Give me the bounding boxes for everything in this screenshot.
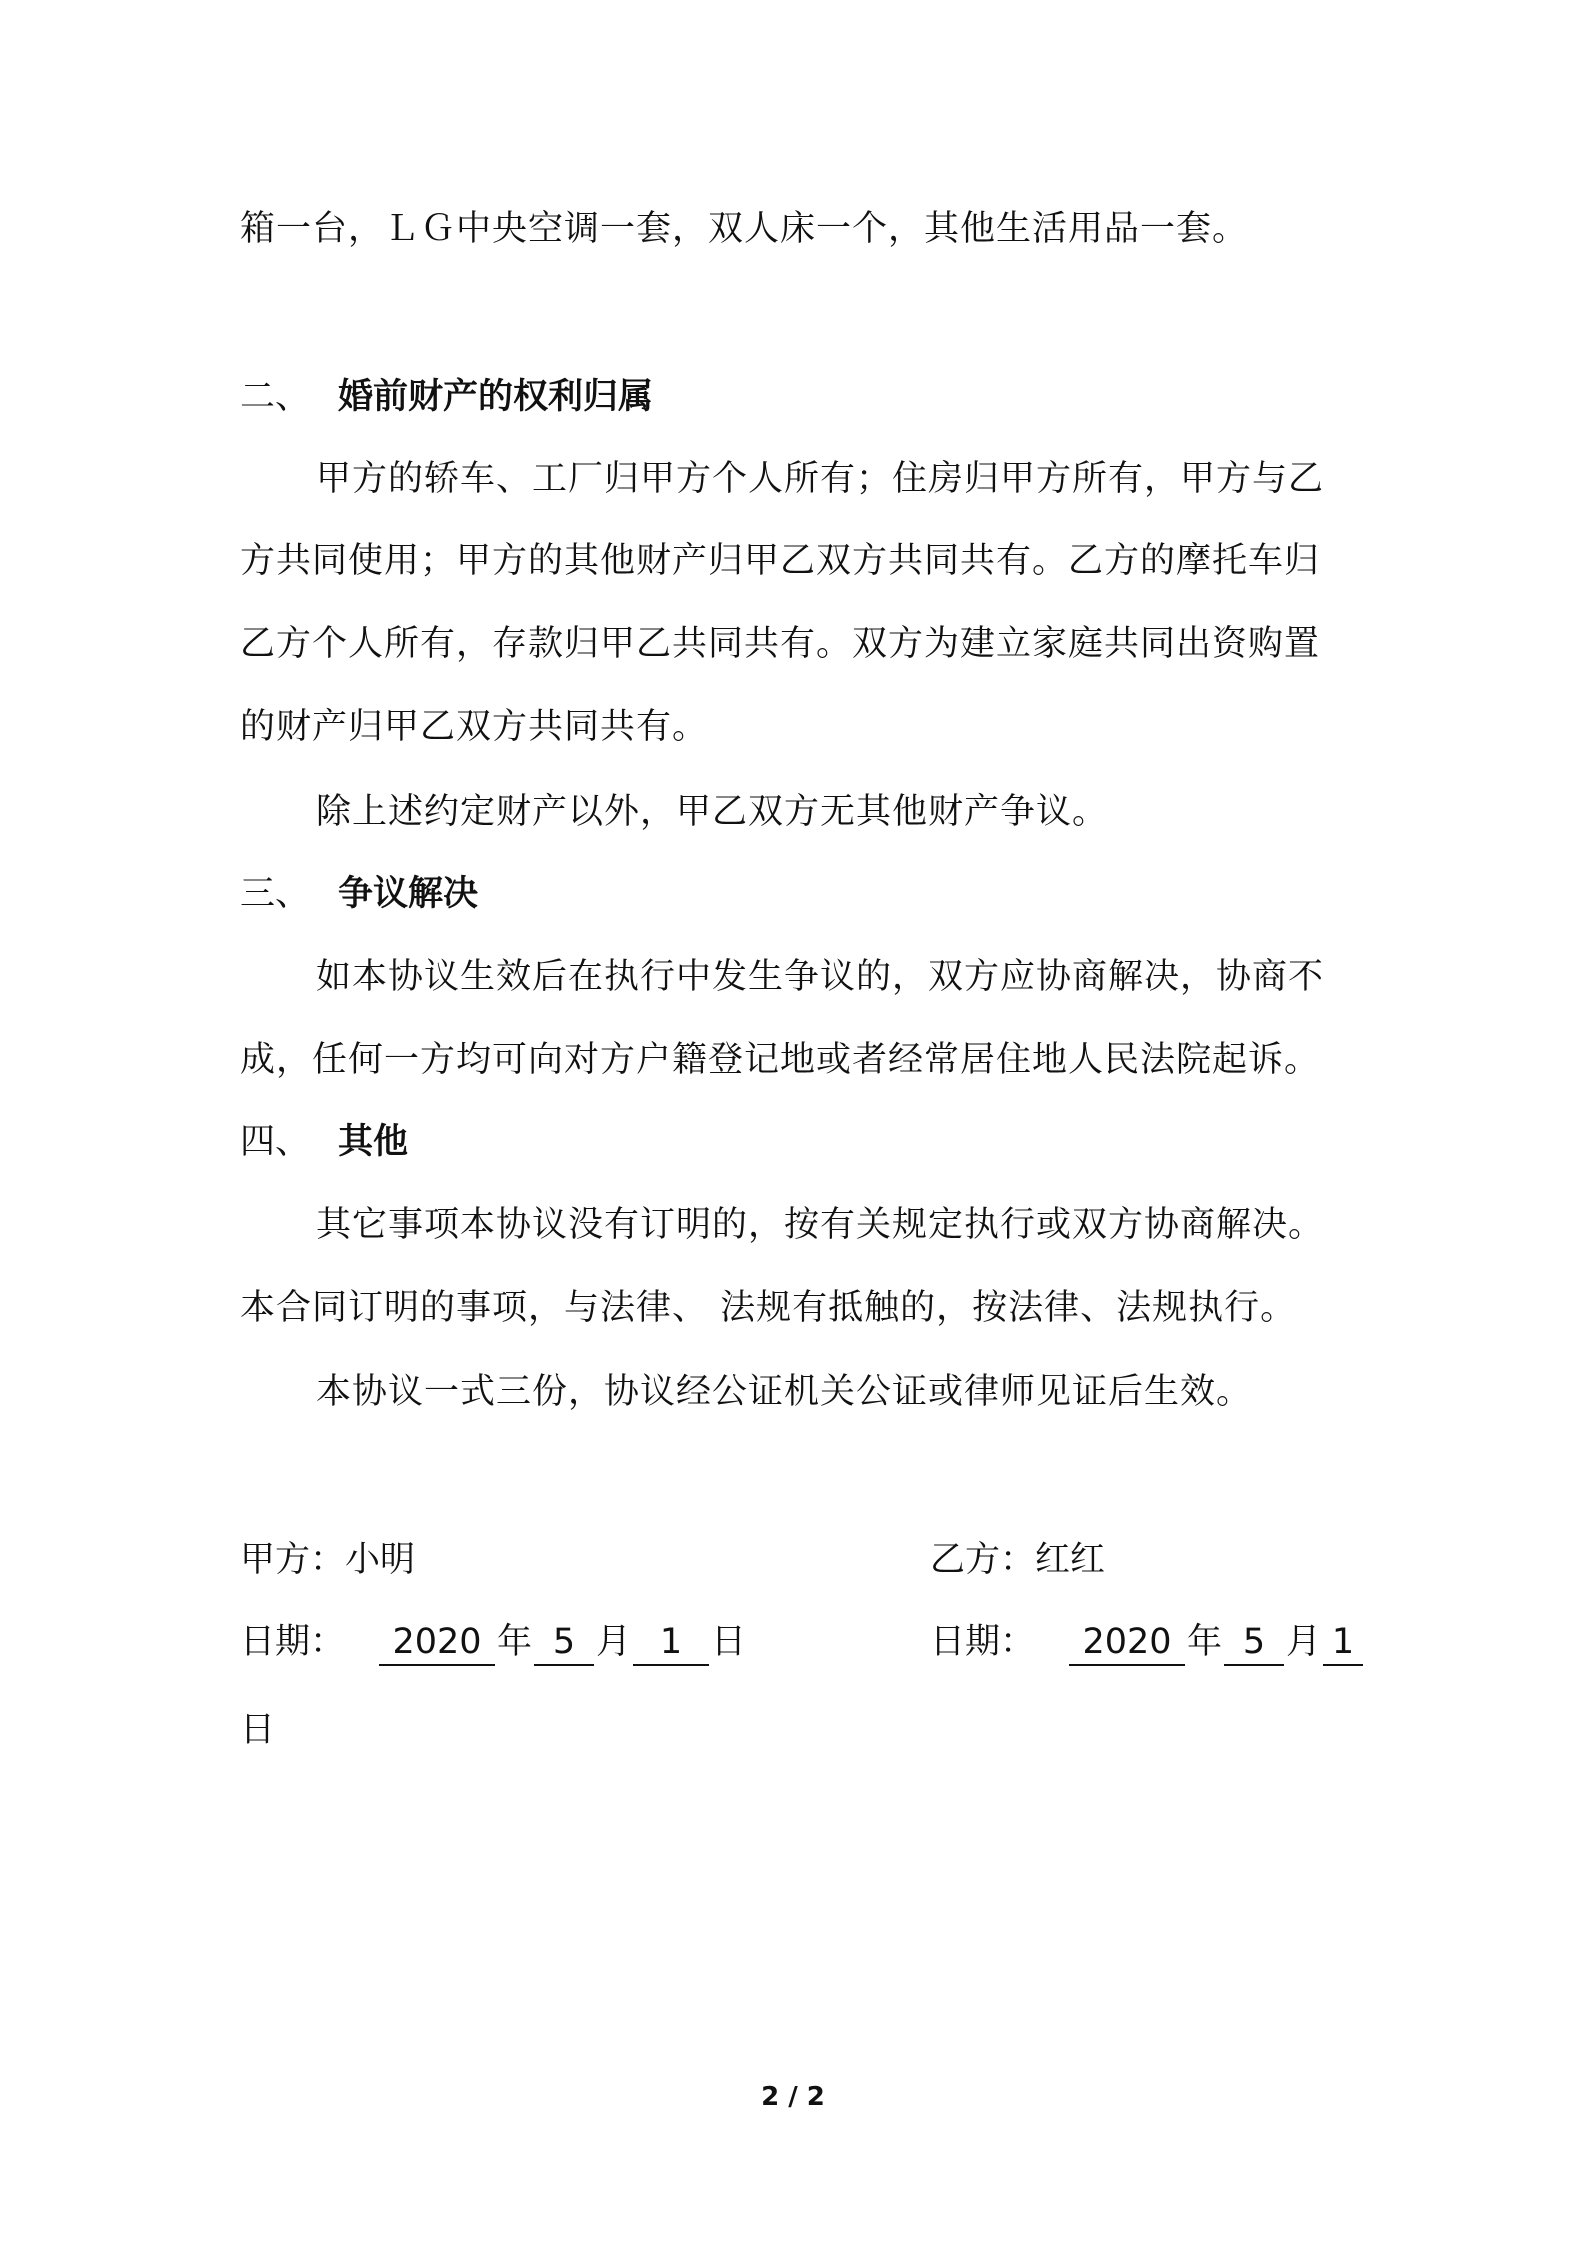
paragraph-line: 方共同使用；甲方的其他财产归甲乙双方共同共有。乙方的摩托车归 (240, 541, 1321, 581)
party-a-signature (240, 1536, 415, 1584)
date-year-field: 2020 (1069, 1618, 1185, 1666)
year-unit: 年 (497, 1622, 533, 1662)
paragraph-line: 其它事项本协议没有订明的，按有关规定执行或双方协商解决。 (316, 1205, 1325, 1245)
year-unit: 年 (1187, 1622, 1223, 1662)
month-unit: 月 (1286, 1622, 1322, 1662)
date-year-field: 2020 (379, 1618, 495, 1666)
paragraph-line: 乙方个人所有，存款归甲乙共同共有。双方为建立家庭共同出资购置 (240, 624, 1321, 664)
paragraph-line: 甲方的轿车、工厂归甲方个人所有；住房归甲方所有，甲方与乙 (316, 459, 1325, 499)
section-number: 四、 (240, 1122, 311, 1162)
party-a-label: 甲方： (240, 1540, 346, 1580)
paragraph-line: 除上述约定财产以外，甲乙双方无其他财产争议。 (316, 792, 1109, 832)
party-b-name: 红红 (1035, 1540, 1106, 1580)
party-a-name: 小明 (345, 1540, 416, 1580)
paragraph-line: 本合同订明的事项，与法律、 法规有抵触的，按法律、法规执行。 (240, 1288, 1297, 1328)
day-unit-wrapped: 日 (240, 1710, 276, 1750)
paragraph-line: 本协议一式三份，协议经公证机关公证或律师见证后生效。 (316, 1372, 1253, 1412)
party-b-signature (930, 1536, 1105, 1584)
section-heading: 争议解决 (338, 874, 479, 914)
paragraph-line: 成，任何一方均可向对方户籍登记地或者经常居住地人民法院起诉。 (240, 1040, 1321, 1080)
party-b-date (930, 1618, 1363, 1666)
date-label: 日期： (930, 1622, 1036, 1662)
date-day-field: 1 (1323, 1618, 1363, 1666)
date-month-field: 5 (534, 1618, 594, 1666)
page-number: 2 / 2 (761, 2082, 825, 2112)
date-month-field: 5 (1224, 1618, 1284, 1666)
day-unit: 日 (711, 1622, 747, 1662)
party-a-date (240, 1618, 748, 1666)
party-b-label: 乙方： (930, 1540, 1036, 1580)
paragraph-line: 的财产归甲乙双方共同共有。 (240, 707, 709, 747)
paragraph-continuation: 箱一台，ＬＧ中央空调一套，双人床一个，其他生活用品一套。 (240, 209, 1249, 249)
section-heading: 婚前财产的权利归属 (338, 377, 654, 417)
month-unit: 月 (596, 1622, 632, 1662)
section-number: 二、 (240, 377, 311, 417)
section-number: 三、 (240, 874, 311, 914)
paragraph-line: 如本协议生效后在执行中发生争议的，双方应协商解决，协商不 (316, 957, 1325, 997)
section-heading: 其他 (338, 1122, 409, 1162)
date-label: 日期： (240, 1622, 346, 1662)
date-day-field: 1 (633, 1618, 709, 1666)
